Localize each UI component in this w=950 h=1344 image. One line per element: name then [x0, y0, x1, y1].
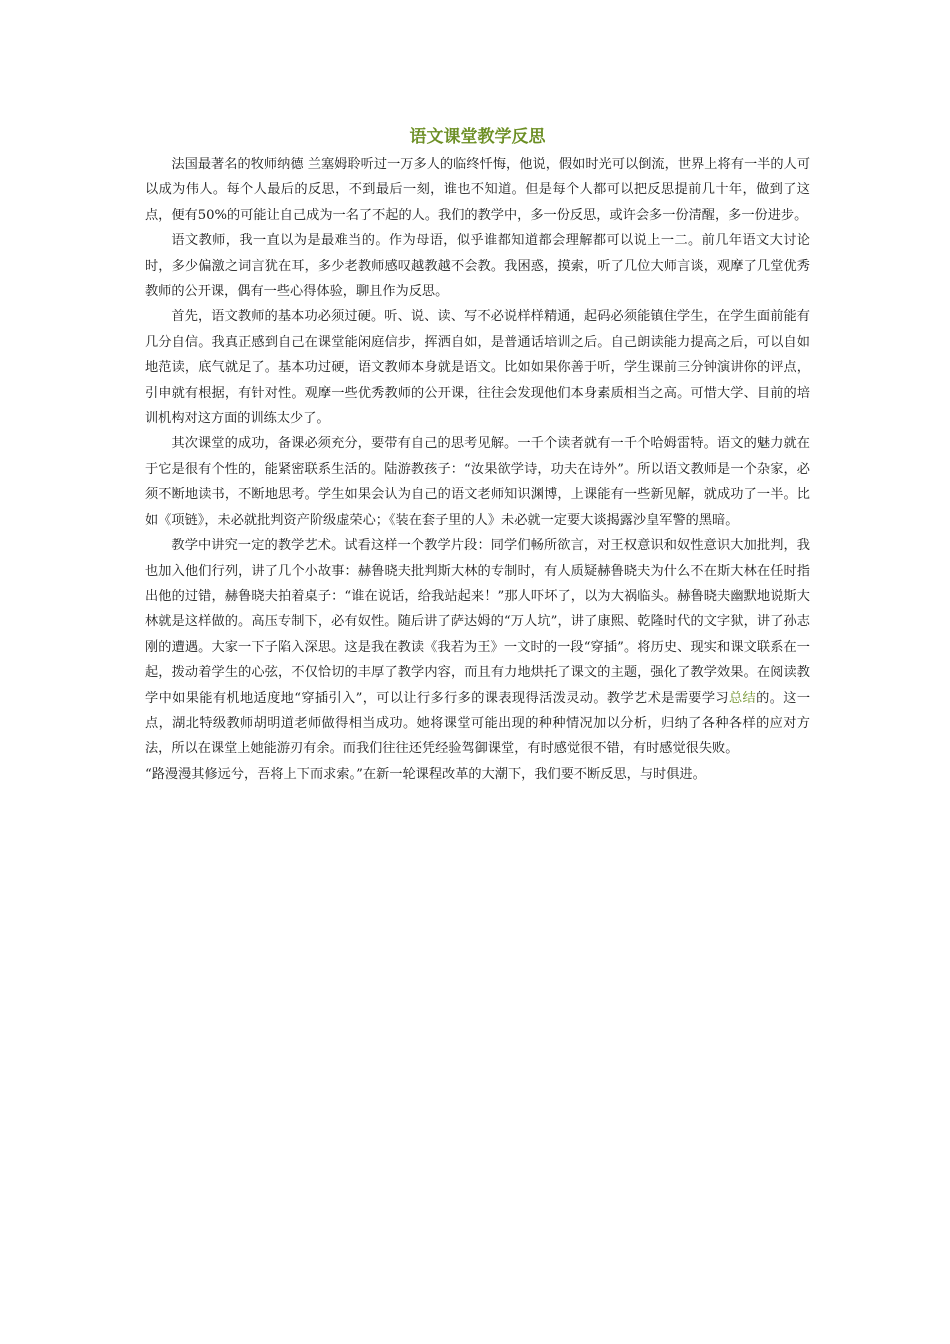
paragraph-3: 首先，语文教师的基本功必须过硬。听、说、读、写不必说样样精通，起码必须能镇住学生，在学生面前能有几分自信。我真正感到自己在课堂能闲庭信步，挥洒自如，是普通话培训之后。自己朗读能力提高之后，可以自如地范读，底气就足了。基本功过硬，语文教师本身就是语文。比如如果你善于听，学生课前三分钟演讲你的评点，引申就有根据，有针对性。观摩一些优秀教师的公开课，往往会发现他们本身素质相当之高。可惜大学、目前的培训机构对这方面的训练太少了。 — [145, 309, 810, 427]
paragraph-1: 法国最著名的牧师纳德 兰塞姆聆听过一万多人的临终忏悔，他说，假如时光可以倒流，世界上将有一半的人可以成为伟人。每个人最后的反思，不到最后一刻，谁也不知道。但是每个人都可以把反思提前几十年，做到了这点，便有50%的可能让自己成为一名了不起的人。我们的教学中，多一份反思，或许会多一份清醒，多一份进步。 — [145, 157, 810, 223]
paragraph-5-text-a: 教学中讲究一定的教学艺术。试看这样一个教学片段：同学们畅所欲言，对王权意识和奴性意识大加批判，我也加入他们行列，讲了几个小故事：赫鲁晓夫批判斯大林的专制时，有人质疑赫鲁晓夫为什么不在斯大林在任时指出他的过错，赫鲁晓夫拍着桌子：“谁在说话，给我站起来！”那人吓坏了，以为大祸临头。赫鲁晓夫幽默地说斯大林就是这样做的。高压专制下，必有奴性。随后讲了萨达姆的“万人坑”，讲了康熙、乾隆时代的文字狱，讲了孙志刚的遭遇。大家一下子陷入深思。这是我在教读《我若为王》一文时的一段“穿插”。将历史、现实和课文联系在一起，拨动着学生的心弦，不仅恰切的丰厚了教学内容，而且有力地烘托了课文的主题，强化了教学效果。在阅读教学中如果能有机地适度地“穿插引入”，可以让行多行多的课表现得活泼灵动。教学艺术是需要学习 — [145, 538, 810, 706]
page-title: 语文课堂教学反思 — [409, 127, 546, 147]
paragraph-4: 其次课堂的成功，备课必须充分，要带有自己的思考见解。一千个读者就有一千个哈姆雷特。语文的魅力就在于它是很有个性的，能紧密联系生活的。陆游教孩子：“汝果欲学诗，功夫在诗外”。所以语文教师是一个杂家，必须不断地读书，不断地思考。学生如果会认为自己的语文老师知识渊博，上课能有一些新见解，就成功了一半。比如《项链》，未必就批判资产阶级虚荣心；《装在套子里的人》未必就一定要大谈揭露沙皇军警的黑暗。 — [145, 436, 810, 528]
paragraph-2: 语文教师，我一直以为是最难当的。作为母语，似乎谁都知道都会理解都可以说上一二。前几年语文大讨论时，多少偏激之词言犹在耳，多少老教师感叹越教越不会教。我困惑，摸索，听了几位大师言谈，观摩了几堂优秀教师的公开课，偶有一些心得体验，聊且作为反思。 — [145, 233, 810, 300]
closing-paragraph: “路漫漫其修远兮，吾将上下而求索。”在新一轮课程改革的大潮下，我们要不断反思，与时俱进。 — [145, 766, 706, 782]
paragraph-5-text-b: 的。这一点，湖北特级教师胡明道老师做得相当成功。她将课堂可能出现的种种情况加以分析，归纳了各种各样的应对方法，所以在课堂上她能游刃有余。而我们往往还凭经验驾御课堂，有时感觉很不错，有时感觉很失败。 — [145, 690, 811, 757]
paragraph-5 — [145, 533, 810, 762]
article-body — [145, 124, 810, 787]
summary-link[interactable]: 总结 — [728, 690, 757, 706]
